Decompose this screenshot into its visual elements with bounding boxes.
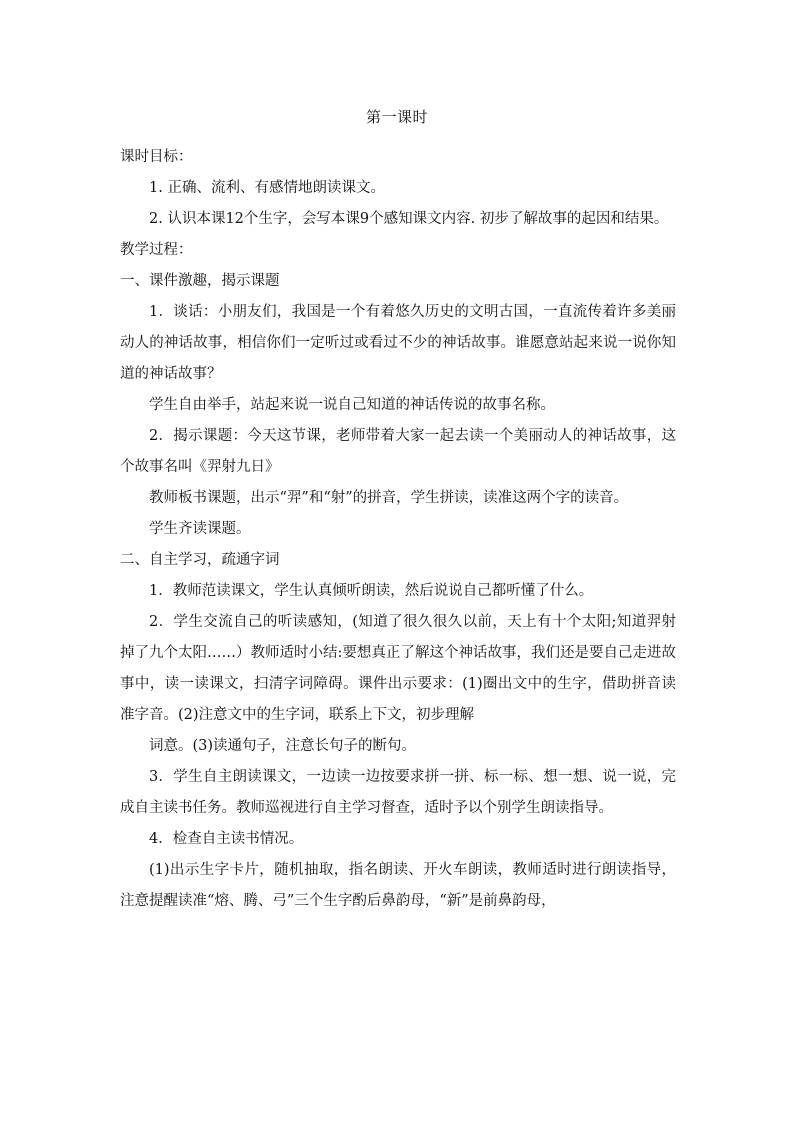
body-paragraph: 2．学生交流自己的听读感知，(知道了很久很久以前，天上有十个太阳;知道羿射掉了九个太阳……）教师适时小结:要想真正了解这个神话故事，我们还是要自己走进故事中，读一读课文，扫清字词障碍。课件出示要求：(1)圈出文中的生字，借助拼音读准字音。(2)注意文中的生字词，联系上下文，初步理解 (120, 614, 676, 723)
body-paragraph: 1．谈话：小朋友们，我国是一个有着悠久历史的文明古国，一直流传着许多美丽动人的神话故事，相信你们一定听过或看过不少的神话故事。谁愿意站起来说一说你知道的神话故事？ (120, 304, 676, 382)
step-heading: 一、课件激趣，揭示课题 (120, 273, 280, 289)
page-title: 第一课时 (365, 108, 428, 126)
section-heading-objectives: 课时目标： (120, 149, 193, 165)
body-paragraph: 4．检查自主读书情况。 (149, 831, 304, 847)
body-paragraph: 词意。(3)读通句子，注意长句子的断句。 (149, 738, 417, 754)
body-paragraph: 教师板书课题，出示“羿”和“射”的拼音，学生拼读，读准这两个字的读音。 (149, 490, 629, 506)
document-body (120, 142, 676, 917)
body-paragraph: 1．教师范读课文，学生认真倾听朗读，然后说说自己都听懂了什么。 (149, 583, 594, 599)
body-paragraph: 学生齐读课题。 (149, 521, 251, 537)
body-paragraph: 2．揭示课题：今天这节课，老师带着大家一起去读一个美丽动人的神话故事，这个故事名叫《羿射九日》 (120, 428, 676, 475)
body-paragraph: 学生自由举手，站起来说一说自己知道的神话传说的故事名称。 (149, 397, 555, 413)
section-heading-process: 教学过程： (120, 242, 193, 258)
body-paragraph: 3．学生自主朗读课文，一边读一边按要求拼一拼、标一标、想一想、说一说，完成自主读书任务。教师巡视进行自主学习督查，适时予以个别学生朗读指导。 (120, 769, 676, 816)
objective-item: 2. 认识本课12个生字，会写本课9个感知课文内容. 初步了解故事的起因和结果。 (149, 211, 669, 227)
step-heading: 二、自主学习，疏通字词 (120, 552, 280, 568)
objective-item: 1. 正确、流利、有感情地朗读课文。 (149, 180, 385, 196)
body-paragraph: (1)出示生字卡片，随机抽取，指名朗读、开火车朗读，教师适时进行朗读指导，注意提醒读准“熔、腾、弓”三个生字酌后鼻韵母，“新”是前鼻韵母， (120, 862, 676, 909)
